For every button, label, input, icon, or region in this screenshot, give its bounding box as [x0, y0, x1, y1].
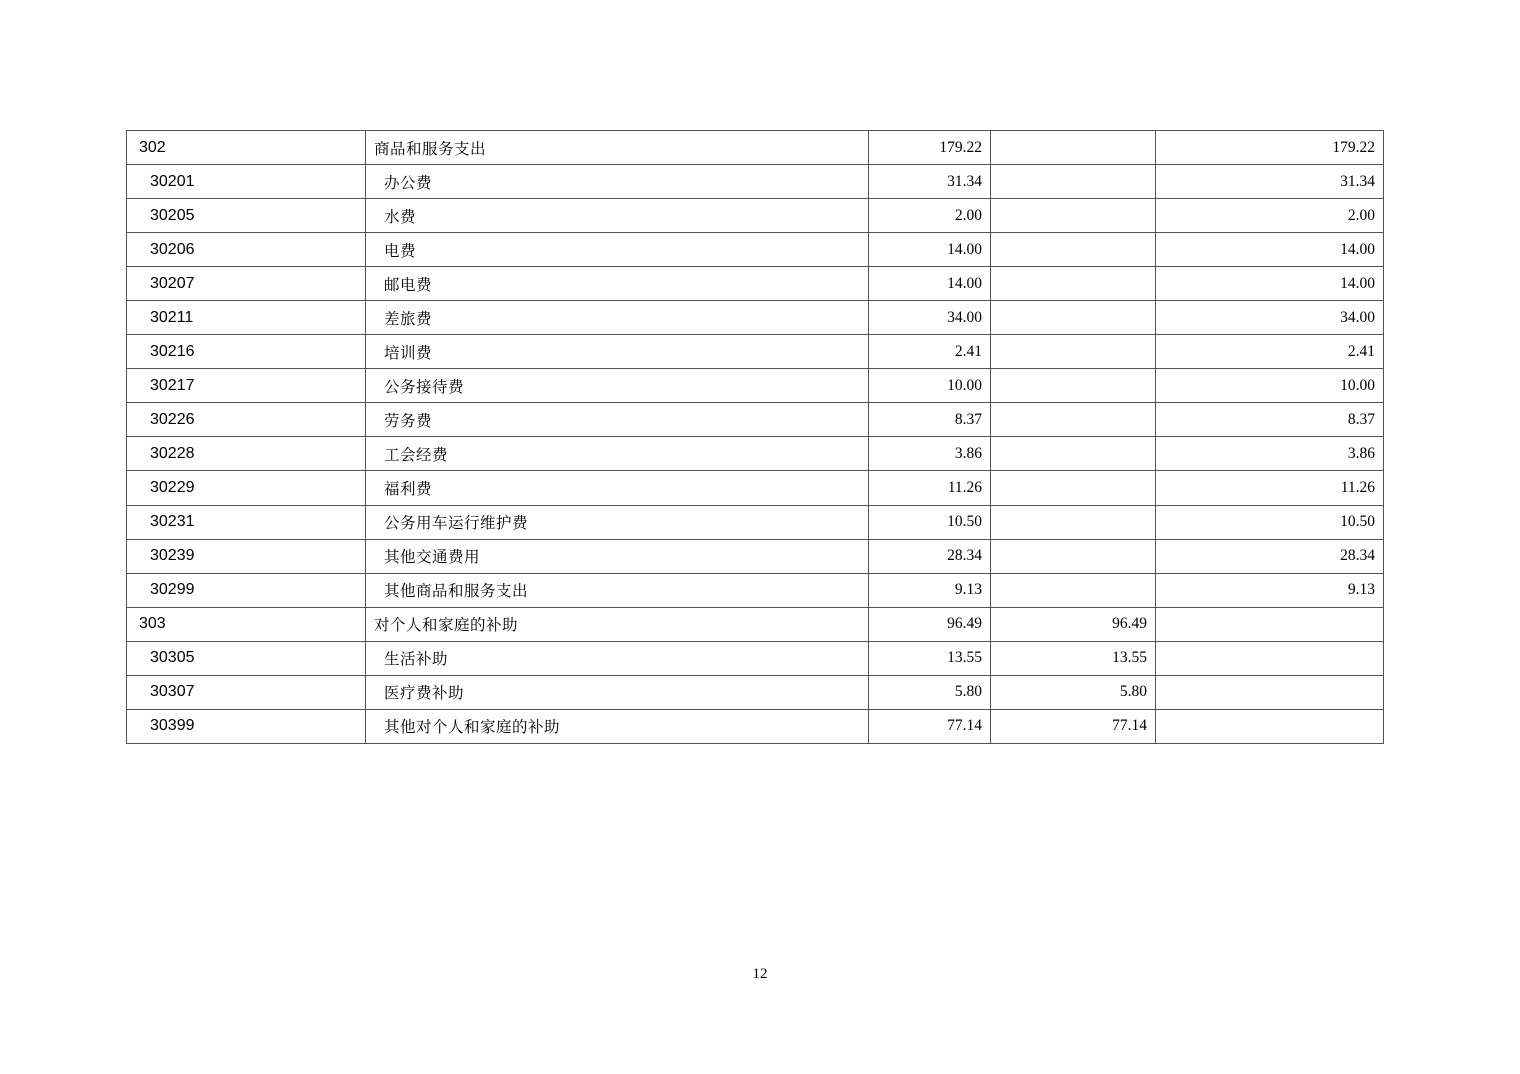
amount-cell — [991, 573, 1156, 607]
amount-cell: 5.80 — [991, 675, 1156, 709]
name-cell: 工会经费 — [366, 437, 869, 471]
page-number: 12 — [752, 966, 768, 982]
table-row — [127, 267, 1384, 301]
name-cell: 邮电费 — [366, 267, 869, 301]
code-cell: 30239 — [127, 539, 366, 573]
name-cell: 差旅费 — [366, 301, 869, 335]
name-cell: 公务用车运行维护费 — [366, 505, 869, 539]
name-cell: 对个人和家庭的补助 — [366, 607, 869, 641]
code-cell: 303 — [127, 607, 366, 641]
amount-cell: 2.00 — [1156, 199, 1384, 233]
table-row — [127, 471, 1384, 505]
amount-cell: 5.80 — [869, 675, 991, 709]
name-cell: 电费 — [366, 233, 869, 267]
code-cell: 30305 — [127, 641, 366, 675]
name-cell: 培训费 — [366, 335, 869, 369]
amount-cell: 10.50 — [1156, 505, 1384, 539]
name-cell: 其他对个人和家庭的补助 — [366, 709, 869, 743]
amount-cell: 2.00 — [869, 199, 991, 233]
name-cell: 商品和服务支出 — [366, 131, 869, 165]
table-row — [127, 607, 1384, 641]
amount-cell — [1156, 709, 1384, 743]
table-row — [127, 369, 1384, 403]
amount-cell — [991, 233, 1156, 267]
amount-cell: 3.86 — [1156, 437, 1384, 471]
table-row — [127, 165, 1384, 199]
amount-cell: 8.37 — [869, 403, 991, 437]
code-cell: 30299 — [127, 573, 366, 607]
amount-cell: 9.13 — [869, 573, 991, 607]
amount-cell — [991, 369, 1156, 403]
amount-cell: 34.00 — [869, 301, 991, 335]
code-cell: 30228 — [127, 437, 366, 471]
table-row — [127, 199, 1384, 233]
amount-cell: 9.13 — [1156, 573, 1384, 607]
table-row — [127, 233, 1384, 267]
amount-cell: 31.34 — [869, 165, 991, 199]
amount-cell: 2.41 — [1156, 335, 1384, 369]
amount-cell — [991, 165, 1156, 199]
amount-cell — [1156, 607, 1384, 641]
name-cell: 其他交通费用 — [366, 539, 869, 573]
amount-cell — [991, 539, 1156, 573]
amount-cell: 96.49 — [869, 607, 991, 641]
code-cell: 30307 — [127, 675, 366, 709]
amount-cell: 10.00 — [869, 369, 991, 403]
amount-cell: 96.49 — [991, 607, 1156, 641]
amount-cell — [991, 437, 1156, 471]
amount-cell: 28.34 — [1156, 539, 1384, 573]
table-row — [127, 573, 1384, 607]
amount-cell: 11.26 — [869, 471, 991, 505]
amount-cell: 10.00 — [1156, 369, 1384, 403]
table-row — [127, 709, 1384, 743]
amount-cell: 14.00 — [869, 233, 991, 267]
amount-cell: 14.00 — [869, 267, 991, 301]
amount-cell: 8.37 — [1156, 403, 1384, 437]
amount-cell: 3.86 — [869, 437, 991, 471]
table-row — [127, 675, 1384, 709]
code-cell: 30206 — [127, 233, 366, 267]
code-cell: 30216 — [127, 335, 366, 369]
amount-cell: 31.34 — [1156, 165, 1384, 199]
name-cell: 福利费 — [366, 471, 869, 505]
code-cell: 30217 — [127, 369, 366, 403]
amount-cell: 14.00 — [1156, 233, 1384, 267]
name-cell: 办公费 — [366, 165, 869, 199]
amount-cell — [991, 267, 1156, 301]
amount-cell: 14.00 — [1156, 267, 1384, 301]
name-cell: 其他商品和服务支出 — [366, 573, 869, 607]
amount-cell — [991, 335, 1156, 369]
amount-cell — [991, 301, 1156, 335]
amount-cell — [1156, 641, 1384, 675]
table-row — [127, 301, 1384, 335]
amount-cell: 77.14 — [991, 709, 1156, 743]
code-cell: 30207 — [127, 267, 366, 301]
amount-cell: 77.14 — [869, 709, 991, 743]
name-cell: 公务接待费 — [366, 369, 869, 403]
amount-cell: 179.22 — [1156, 131, 1384, 165]
code-cell: 30226 — [127, 403, 366, 437]
amount-cell: 34.00 — [1156, 301, 1384, 335]
amount-cell: 13.55 — [991, 641, 1156, 675]
name-cell: 劳务费 — [366, 403, 869, 437]
amount-cell — [991, 131, 1156, 165]
amount-cell — [991, 403, 1156, 437]
amount-cell — [991, 199, 1156, 233]
code-cell: 30211 — [127, 301, 366, 335]
amount-cell: 11.26 — [1156, 471, 1384, 505]
code-cell: 30399 — [127, 709, 366, 743]
amount-cell — [991, 471, 1156, 505]
code-cell: 30205 — [127, 199, 366, 233]
table-row — [127, 437, 1384, 471]
table-row — [127, 335, 1384, 369]
budget-table — [126, 130, 1384, 744]
code-cell: 302 — [127, 131, 366, 165]
table-row — [127, 403, 1384, 437]
amount-cell: 13.55 — [869, 641, 991, 675]
amount-cell — [1156, 675, 1384, 709]
table-row — [127, 641, 1384, 675]
name-cell: 水费 — [366, 199, 869, 233]
amount-cell: 2.41 — [869, 335, 991, 369]
code-cell: 30231 — [127, 505, 366, 539]
code-cell: 30229 — [127, 471, 366, 505]
amount-cell: 10.50 — [869, 505, 991, 539]
table-row — [127, 505, 1384, 539]
code-cell: 30201 — [127, 165, 366, 199]
amount-cell — [991, 505, 1156, 539]
table-row — [127, 131, 1384, 165]
name-cell: 生活补助 — [366, 641, 869, 675]
amount-cell: 28.34 — [869, 539, 991, 573]
table-row — [127, 539, 1384, 573]
name-cell: 医疗费补助 — [366, 675, 869, 709]
amount-cell: 179.22 — [869, 131, 991, 165]
